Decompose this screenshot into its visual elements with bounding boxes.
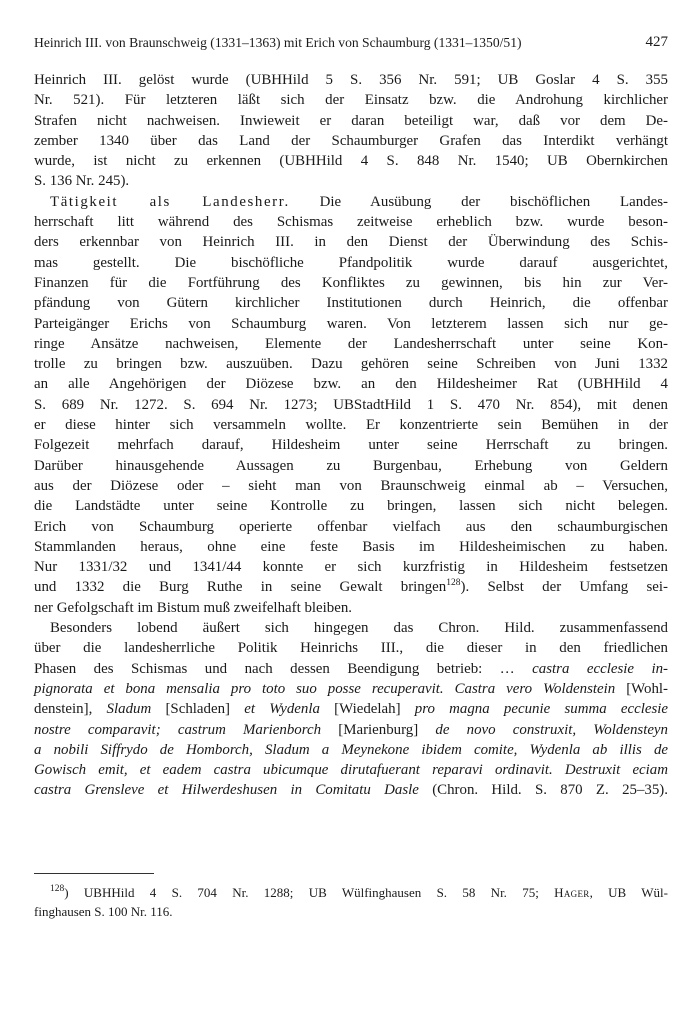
latin-quote: Gowisch emit, et eadem castra ubicumque dirutafuerant reparavi ordinavit. Destruxit eciam [34, 762, 668, 779]
text-line: wurde, ist nicht zu erkennen (UBHHild 4 S. 848 Nr. 1540; UB Obernkirchen [34, 153, 668, 170]
text-line: Tätigkeit als Landesherr. Die Ausübung der bischöflichen Landes- [50, 193, 668, 210]
text-line: über die landesherrliche Politik Heinrichs III., die dieser in den friedlichen [34, 640, 668, 657]
section-heading: Tätigkeit als Landesherr. [50, 193, 290, 210]
body-text [34, 70, 668, 801]
footnote-line: $^{128}$) UBHHild 4 S. 704 Nr. 1288; UB Wülfinghausen S. 58 Nr. 75; Hager, UB Wül- [50, 884, 668, 900]
footnote-line: finghausen S. 100 Nr. 116. [34, 904, 173, 919]
text-line: pignorata et bona mensalia pro toto suo posse recuperavit. Castra vero Woldenstein [Wohl- [34, 680, 669, 697]
text-line: ringe Ansätze nachweisen, Elemente der Landesherrschaft unter seine Kon- [34, 335, 668, 352]
text-line: nostre comparavit; castrum Marienborch [Marienburg] de novo construxit, Woldensteyn [34, 721, 668, 738]
running-head-title: Heinrich III. von Braunschweig (1331–1363) mit Erich von Schaumburg (1331–1350/51) [34, 35, 522, 50]
latin-quote: nostre comparavit; castrum Marienborch [34, 721, 322, 738]
text-line: ders erkennbar von Heinrich III. in den Dienst der Überwindung des Schis- [34, 234, 668, 251]
text-line: er diese hinter sich versammeln wollte. Er konzentrierte sein Bemühen in der [34, 417, 668, 434]
text-line: Darüber hinausgehende Aussagen zu Burgenbau, Erhebung von Geldern [34, 457, 668, 474]
text-line: aus der Diözese oder – sieht man von Braunschweig einmal ab – Versuchen, [34, 477, 668, 494]
latin-quote: castra Grensleve et Hilwerdeshusen in Comitatu Dasle [34, 782, 419, 799]
latin-quote: pignorata et bona mensalia pro toto suo posse recuperavit. Castra vero Woldenstein [34, 680, 616, 697]
latin-quote: Sladum [106, 701, 152, 718]
footnote-divider [34, 873, 154, 874]
text-line: S. 136 Nr. 245). [34, 173, 130, 190]
paragraph-3 [34, 618, 668, 801]
running-head [34, 34, 668, 52]
footnote-marker: 128 [50, 884, 65, 894]
text-line: mas gestellt. Die bischöfliche Pfandpolitik wurde darauf ausgerichtet, [34, 254, 668, 271]
text-line: und 1332 die Burg Ruthe in seine Gewalt bringen$^{128}$). Selbst der Umfang sei- [34, 578, 668, 596]
footnote [34, 883, 668, 921]
text-line: an alle Angehörigen der Diözese bzw. an den Hildesheimer Rat (UBHHild 4 [34, 376, 668, 393]
latin-quote: et Wydenla [244, 701, 320, 718]
text-line: Heinrich III. gelöst wurde (UBHHild 5 S. 356 Nr. 591; UB Goslar 4 S. 355 [34, 72, 668, 88]
text-line: S. 689 Nr. 1272. S. 694 Nr. 1273; UBStadtHild 1 S. 470 Nr. 854), mit denen [34, 396, 668, 413]
text-line: Erich von Schaumburg operierte offenbar vielfach aus den schaumburgischen [34, 518, 668, 535]
text-line: Besonders lobend äußert sich hingegen das Chron. Hild. zusammenfassend [50, 620, 668, 637]
latin-quote: castra ecclesie in- [532, 660, 669, 677]
page-number: 427 [645, 34, 668, 50]
text-line: Parteigänger Erichs von Schaumburg waren. Von letzterem lassen sich nur ge- [34, 315, 668, 332]
text-line: trolle zu bringen bzw. auszuüben. Dazu gehören seine Schreiben von Juni 1332 [34, 356, 668, 373]
author-name: Hager [554, 885, 590, 900]
footnote-reference[interactable]: 128 [446, 578, 461, 589]
text-line: Phasen des Schismas und nach dessen Beendigung betrieb: … castra ecclesie in- [34, 660, 669, 677]
text-line: pfändung von Gütern kirchlicher Institutionen durch Heinrich, die offenbar [34, 295, 668, 312]
latin-quote: a nobili Siffrydo de Homborch, Sladum a Meynekone ibidem comite, Wydenla ab illis de [34, 741, 668, 758]
text-line: die Landstädte unter seine Kontrolle zu bringen, lassen sich nicht belegen. [34, 498, 668, 515]
text-line: herrschaft litt während des Schismas zeitweise erheblich bzw. wurde beson- [34, 214, 668, 231]
text-line: castra Grensleve et Hilwerdeshusen in Comitatu Dasle (Chron. Hild. S. 870 Z. 25–35). [34, 782, 668, 799]
text-line: Strafen nicht nachweisen. Inwieweit er daran beteiligt war, daß vor dem De- [34, 112, 668, 129]
paragraph-2 [34, 192, 668, 618]
text-line: Stammlanden heraus, ohne eine feste Basis im Hildesheimischen zu haben. [34, 538, 668, 555]
text-line: Folgezeit mehrfach darauf, Hildesheim unter seine Herrschaft zu bringen. [34, 437, 668, 454]
text-line: denstein], Sladum [Schladen] et Wydenla [Wiedelah] pro magna pecunie summa ecclesie [34, 701, 668, 718]
text-line: zember 1340 über das Land der Schaumburger Grafen das Interdikt verhängt [34, 132, 668, 149]
text-line: Nr. 521). Für letzteren läßt sich der Einsatz bzw. die Androhung kirchlicher [34, 92, 668, 109]
latin-quote: pro magna pecunie summa ecclesie [414, 701, 668, 718]
paragraph-1 [34, 70, 668, 192]
text-line: Nur 1331/32 und 1341/44 konnte er sich kurzfristig in Hildesheim festsetzen [34, 559, 668, 576]
text-line [34, 760, 668, 780]
text-line [34, 740, 668, 760]
text-line: ner Gefolgschaft im Bistum muß zweifelhaft bleiben. [34, 599, 352, 616]
latin-quote: de novo construxit, Woldensteyn [435, 721, 668, 738]
text-line: Finanzen für die Fortführung des Konfliktes zu gewinnen, bis hin zur Ver- [34, 274, 668, 291]
